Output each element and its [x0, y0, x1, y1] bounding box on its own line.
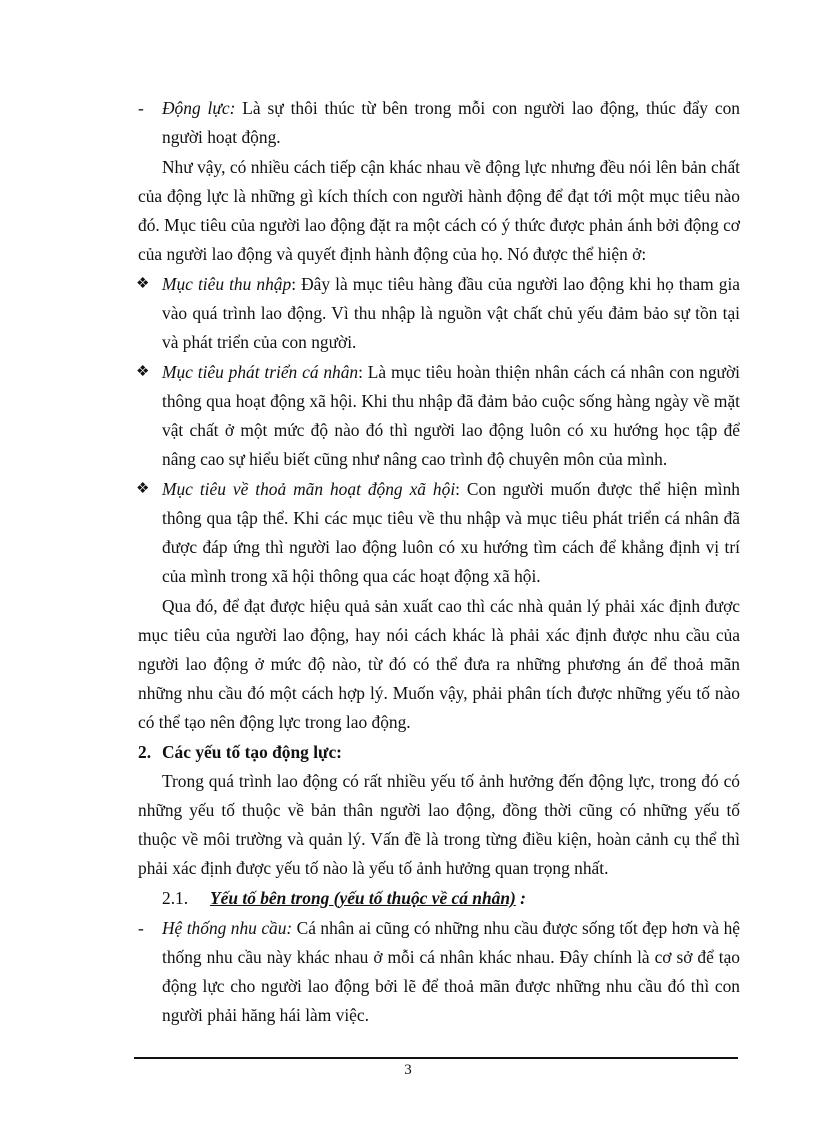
dash-marker: - — [138, 918, 144, 938]
text-income-goal: : Đây là mục tiêu hàng đầu của người lao động khi họ tham gia vào quá trình lao động. Vì thu nhập là nguồn vật chất chủ yếu đảm bảo sự tồn tại và phát triển của con người. — [162, 274, 741, 352]
term-income-goal: Mục tiêu thu nhập — [162, 274, 292, 294]
section-number: 2. — [138, 742, 152, 762]
text-need-system: Cá nhân ai cũng có những nhu cầu được sống tốt đẹp hơn và hệ thống nhu cầu này khác nhau ở mỗi cá nhân khác nhau. Đây chính là cơ sở để tạo động lực cho người lao động bởi lẽ để thoả mãn được những nhu cầu đó thì con người phải hăng hái làm việc. — [162, 918, 740, 1025]
term-personal-goal: Mục tiêu phát triển cá nhân — [162, 362, 359, 382]
term-social-goal: Mục tiêu về thoả mãn hoạt động xã hội — [162, 479, 456, 499]
bullet-personal-goal — [138, 358, 740, 474]
bullet-need-system — [138, 914, 740, 1030]
text-dong-luc: Là sự thôi thúc từ bên trong mỗi con người lao động, thúc đẩy con người hoạt động. — [162, 98, 740, 147]
term-need-system: Hệ thống nhu cầu: — [162, 918, 293, 938]
page-number: 3 — [404, 1062, 412, 1078]
paragraph-factors: Trong quá trình lao động có rất nhiều yếu tố ảnh hưởng đến động lực, trong đó có những yếu tố thuộc về bản thân người lao động, đồng thời cũng có những yếu tố thuộc về môi trường và quản lý. Vấn đề là trong từng điều kiện, hoàn cảnh cụ thể thì phải xác định được yếu tố nào là yếu tố ảnh hưởng quan trọng nhất. — [138, 771, 740, 878]
dash-marker: - — [138, 98, 144, 118]
bullet-dong-luc — [138, 94, 740, 152]
diamond-bullet-icon: ❖ — [136, 276, 150, 292]
term-dong-luc: Động lực: — [162, 98, 236, 118]
page-body — [138, 94, 740, 1030]
subsection-number: 2.1. — [162, 888, 189, 908]
subsection-colon: : — [515, 888, 526, 908]
paragraph-approach: Như vậy, có nhiều cách tiếp cận khác nhau về động lực nhưng đều nói lên bản chất của động lực là những gì kích thích con người hành động để đạt tới một mục tiêu nào đó. Mục tiêu của người lao động đặt ra một cách có ý thức được phản ánh bởi động cơ của người lao động và quyết định hành động của họ. Nó được thể hiện ở: — [138, 157, 740, 264]
diamond-bullet-icon: ❖ — [136, 364, 150, 380]
subsection-title: Yếu tố bên trong (yếu tố thuộc về cá nhân) — [210, 888, 516, 908]
footer-rule — [134, 1057, 738, 1059]
section-heading-2 — [138, 738, 740, 767]
paragraph-management: Qua đó, để đạt được hiệu quả sản xuất cao thì các nhà quản lý phải xác định được mục tiêu của người lao động, hay nói cách khác là phải xác định được nhu cầu của người lao động ở mức độ nào, từ đó có thể đưa ra những phương án để thoả mãn những nhu cầu đó một cách hợp lý. Muốn vậy, phải phân tích được những yếu tố nào có thể tạo nên động lực trong lao động. — [138, 596, 740, 732]
text-personal-goal: : Là mục tiêu hoàn thiện nhân cách cá nhân con người thông qua hoạt động xã hội. Khi thu nhập đã đảm bảo cuộc sống hàng ngày về mặt vật chất ở một mức độ nào đó thì người lao động luôn có xu hướng học tập để nâng cao sự hiểu biết cũng như nâng cao trình độ chuyên môn của mình. — [162, 362, 740, 469]
section-title: Các yếu tố tạo động lực: — [162, 742, 342, 762]
text-social-goal: : Con người muốn được thể hiện mình thông qua tập thể. Khi các mục tiêu về thu nhập và mục tiêu phát triển cá nhân đã được đáp ứng thì người lao động luôn có xu hướng tìm cách để khẳng định vị trí của mình trong xã hội thông qua các hoạt động xã hội. — [162, 479, 740, 586]
diamond-bullet-icon: ❖ — [136, 481, 150, 497]
bullet-social-goal — [138, 475, 740, 591]
bullet-income-goal — [138, 270, 740, 357]
subsection-heading-2-1 — [138, 884, 740, 913]
